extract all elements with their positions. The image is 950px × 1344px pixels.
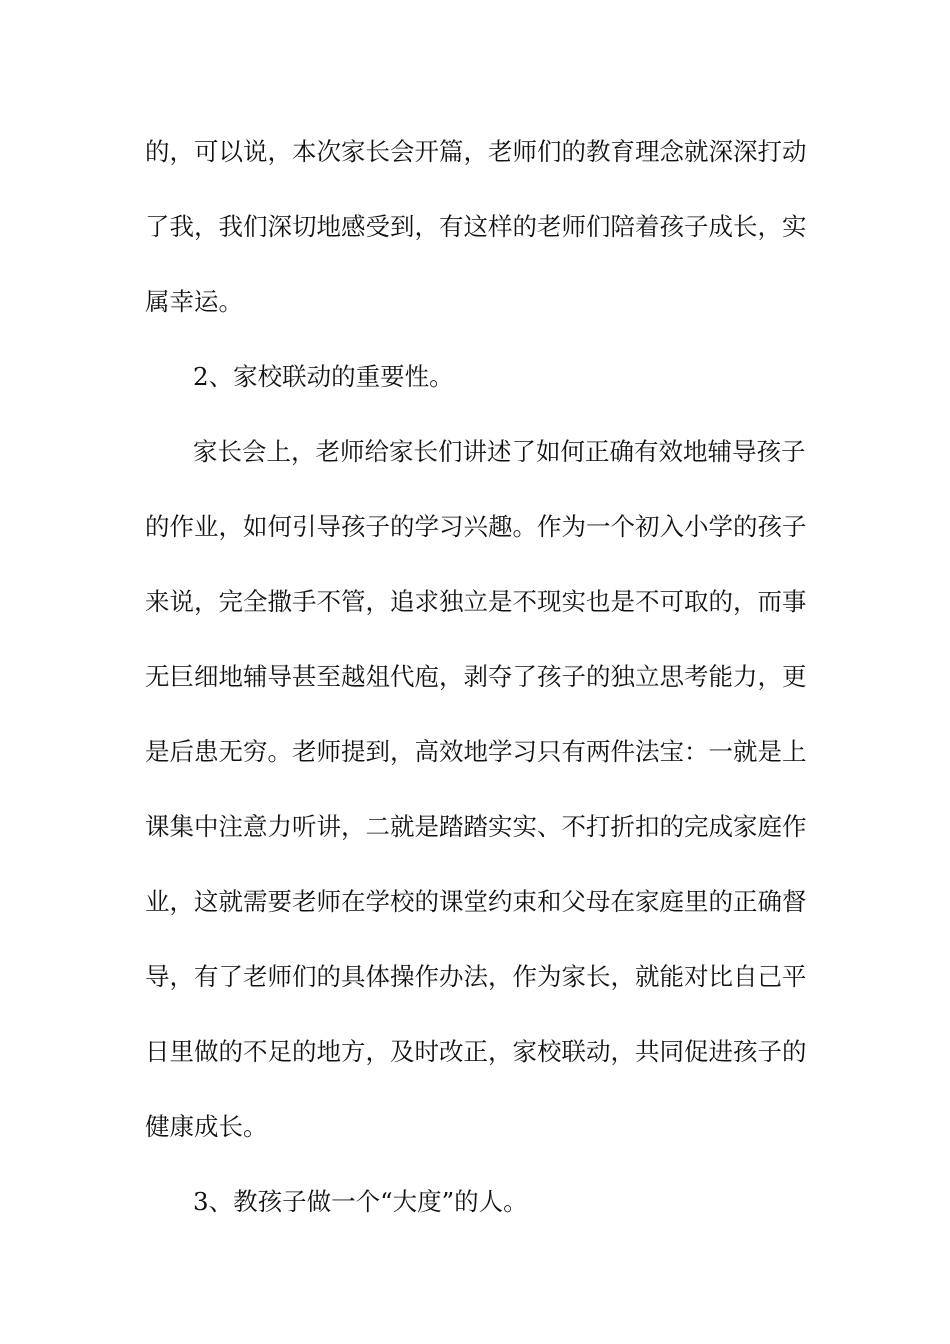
paragraph-line: 家长会上，老师给家长们讲述了如何正确有效地辅导孩子 bbox=[193, 437, 806, 466]
section-heading: 3、教孩子做一个“大度”的人。 bbox=[193, 1187, 528, 1216]
paragraph-line: 业，这就需要老师在学校的课堂约束和父母在家庭里的正确督 bbox=[145, 887, 807, 916]
paragraph-line: 了我，我们深切地感受到，有这样的老师们陪着孩子成长，实 bbox=[145, 212, 807, 241]
paragraph-line: 健康成长。 bbox=[145, 1112, 268, 1141]
paragraph-line: 的作业，如何引导孩子的学习兴趣。作为一个初入小学的孩子 bbox=[145, 512, 807, 541]
paragraph-line: 的，可以说，本次家长会开篇，老师们的教育理念就深深打动 bbox=[145, 137, 807, 166]
paragraph-line: 日里做的不足的地方，及时改正，家校联动，共同促进孩子的 bbox=[145, 1037, 807, 1066]
paragraph-line: 导，有了老师们的具体操作办法，作为家长，就能对比自己平 bbox=[145, 962, 807, 991]
paragraph-line: 来说，完全撒手不管，追求独立是不现实也是不可取的，而事 bbox=[145, 587, 807, 616]
paragraph-line: 无巨细地辅导甚至越俎代庖，剥夺了孩子的独立思考能力，更 bbox=[145, 662, 807, 691]
section-heading: 2、家校联动的重要性。 bbox=[193, 362, 454, 391]
paragraph-line: 课集中注意力听讲，二就是踏踏实实、不打折扣的完成家庭作 bbox=[145, 812, 807, 841]
paragraph-line: 是后患无穷。老师提到，高效地学习只有两件法宝：一就是上 bbox=[145, 737, 807, 766]
paragraph-line: 属幸运。 bbox=[145, 287, 243, 316]
